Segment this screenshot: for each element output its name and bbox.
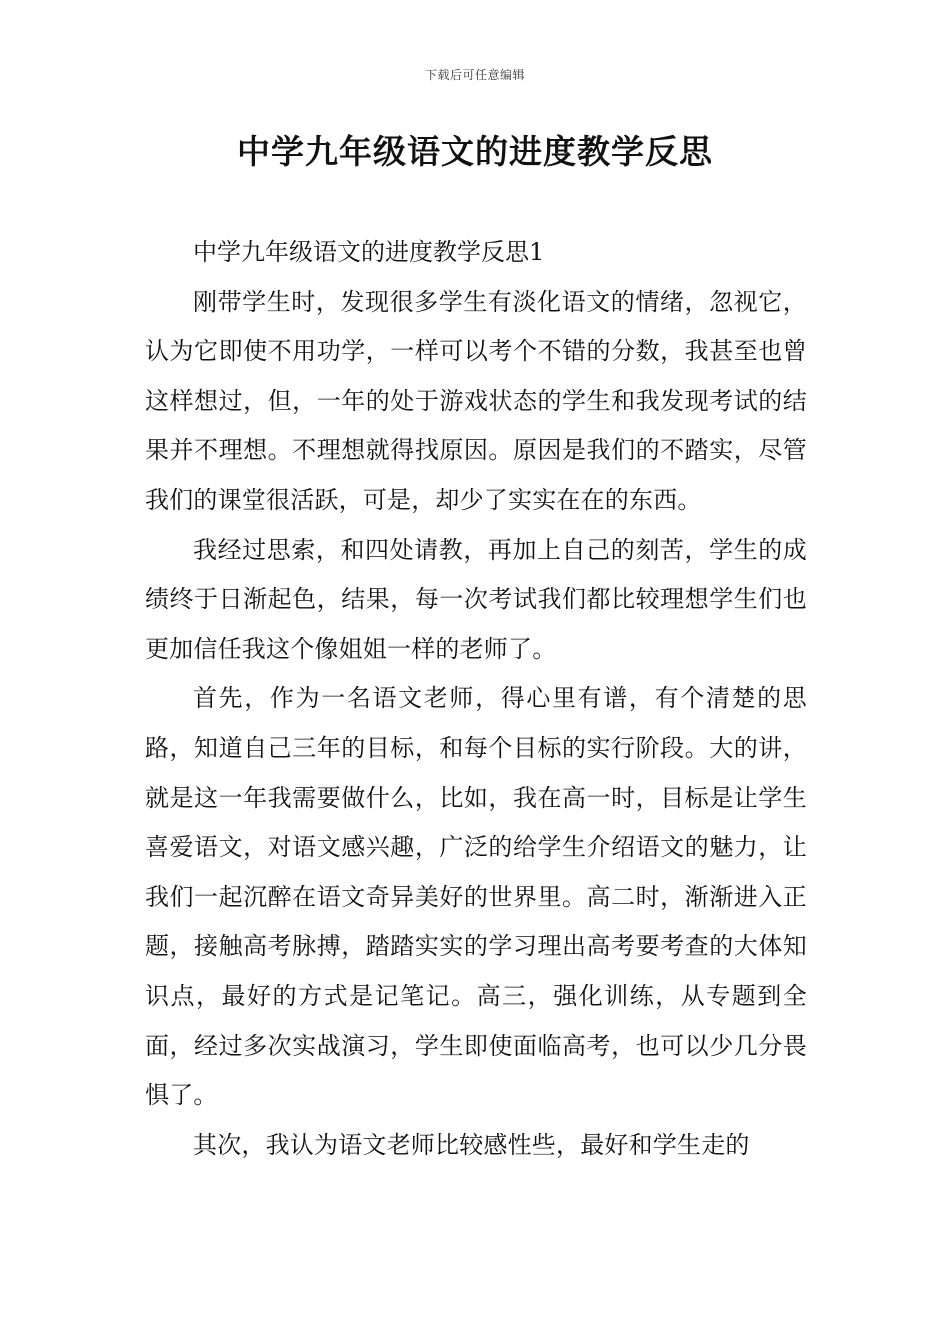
section-subtitle: 中学九年级语文的进度教学反思1 bbox=[193, 238, 545, 266]
paragraph-4: 其次，我认为语文老师比较感性些，最好和学生走的 bbox=[193, 1130, 750, 1159]
document-body bbox=[145, 228, 807, 1170]
document-title: 中学九年级语文的进度教学反思 bbox=[237, 132, 713, 171]
paragraph-2: 我经过思索，和四处请教，再加上自己的刻苦，学生的成绩终于日渐起色，结果，每一次考试我们都比较理想学生们也更加信任我这个像姐姐一样的老师了。 bbox=[145, 535, 807, 663]
paragraph-1: 刚带学生时，发现很多学生有淡化语文的情绪，忽视它，认为它即使不用功学，一样可以考个不错的分数，我甚至也曾这样想过，但，一年的处于游戏状态的学生和我发现考试的结果并不理想。不理想就得找原因。原因是我们的不踏实，尽管我们的课堂很活跃，可是，却少了实实在在的东西。 bbox=[145, 287, 807, 514]
paragraph-3: 首先，作为一名语文老师，得心里有谱，有个清楚的思路，知道自己三年的目标，和每个目标的实行阶段。大的讲，就是这一年我需要做什么，比如，我在高一时，目标是让学生喜爱语文，对语文感兴趣，广泛的给学生介绍语文的魅力，让我们一起沉醉在语文奇异美好的世界里。高二时，渐渐进入正题，接触高考脉搏，踏踏实实的学习理出高考要考查的大体知识点，最好的方式是记笔记。高三，强化训练，从专题到全面，经过多次实战演习，学生即使面临高考，也可以少几分畏惧了。 bbox=[145, 684, 807, 1110]
header-note: 下载后可任意编辑 bbox=[424, 68, 525, 82]
